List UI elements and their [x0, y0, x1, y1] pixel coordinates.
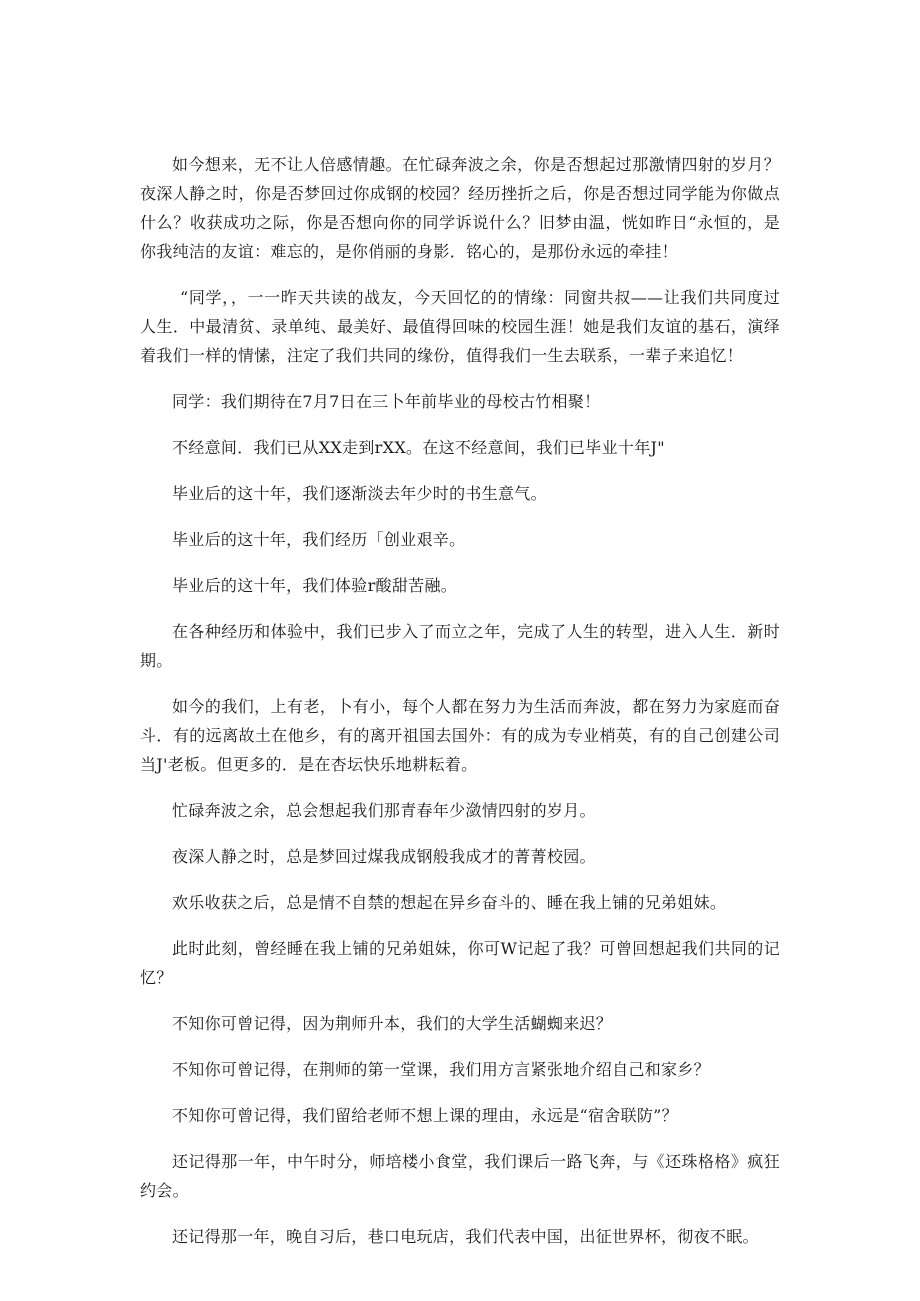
- paragraph: 不知你可曾记得，我们留给老师不想上课的理由，永远是“宿舍联防”？: [172, 1106, 678, 1125]
- paragraph: 不知你可曾记得，因为荆师升本，我们的大学生活蝴蜘来迟？: [172, 1014, 613, 1033]
- paragraph: 如今想来，无不让人倍感情趣。在忙碌奔波之余，你是否想起过那激情四射的岁月？夜深人静之时，你是否梦回过你成钢的校园？经历挫折之后，你是否想过同学能为你做点什么？收获成功之际，你是否想向你的同学诉说什么？旧梦由温，恍如昨日“永恒的，是你我纯洁的友谊：难忘的，是你俏丽的身影．铭心的，是那份永远的牵挂！: [140, 155, 780, 261]
- paragraph: 不知你可曾记得，在荆师的第一堂课，我们用方言紧张地介绍自己和家乡？: [172, 1060, 710, 1079]
- paragraph: 如今的我们，上有老，卜有小，每个人都在努力为生活而奔波，都在努力为家庭而奋斗．有的远离故土在他乡，有的离开祖国去国外：有的成为专业梢英，有的自己创建公司当J'老板。但更多的．是在杏坛快乐地耕耘着。: [140, 697, 780, 774]
- paragraph: 还记得那一年，中午时分，师培楼小食堂，我们课后一路飞奔，与《还珠格格》疯狂约会。: [140, 1152, 780, 1200]
- document-body: [140, 150, 780, 1268]
- paragraph: 同学：我们期待在7月7日在三卜年前毕业的母校古竹相聚！: [172, 392, 601, 411]
- paragraph: 毕业后的这十年，我们经历「创业艰辛。: [172, 530, 466, 549]
- paragraph: 不经意间．我们已从XX走到rXX。在这不经意间，我们已毕业十年J": [172, 438, 665, 457]
- paragraph: 此时此刻，曾经睡在我上铺的兄弟姐妹，你可W记起了我？可曾回想起我们共同的记忆？: [140, 939, 780, 987]
- paragraph: 毕业后的这十年，我们逐渐淡去年少时的书生意气。: [172, 484, 547, 503]
- paragraph: 欢乐收获之后，总是情不自禁的想起在异乡奋斗的、睡在我上铺的兄弟姐妹。: [172, 893, 727, 912]
- paragraph: 毕业后的这十年，我们体验r酸甜苦融。: [172, 576, 458, 595]
- paragraph: 还记得那一年，晚自习后，巷口电玩店，我们代表中国，出征世界杯，彻夜不眠。: [172, 1227, 759, 1246]
- paragraph: 忙碌奔波之余，总会想起我们那青春年少潋情四射的岁月。: [172, 801, 596, 820]
- paragraph: 在各种经历和体验中，我们已步入了而立之年，完成了人生的转型，进入人生．新时期。: [140, 622, 780, 670]
- paragraph: 夜深人静之时，总是梦回过煤我成钢般我成才的菁菁校园。: [172, 847, 596, 866]
- paragraph: “同学，，一一昨天共读的战友，今天回忆的的情缘：同窗共叔——让我们共同度过人生．中最清贫、录单纯、最美好、最值得回味的校园生涯！她是我们友谊的基石，演绎着我们一样的情愫，注定了我们共同的缘份，值得我们一生去联系，一辈子来追忆！: [140, 288, 780, 365]
